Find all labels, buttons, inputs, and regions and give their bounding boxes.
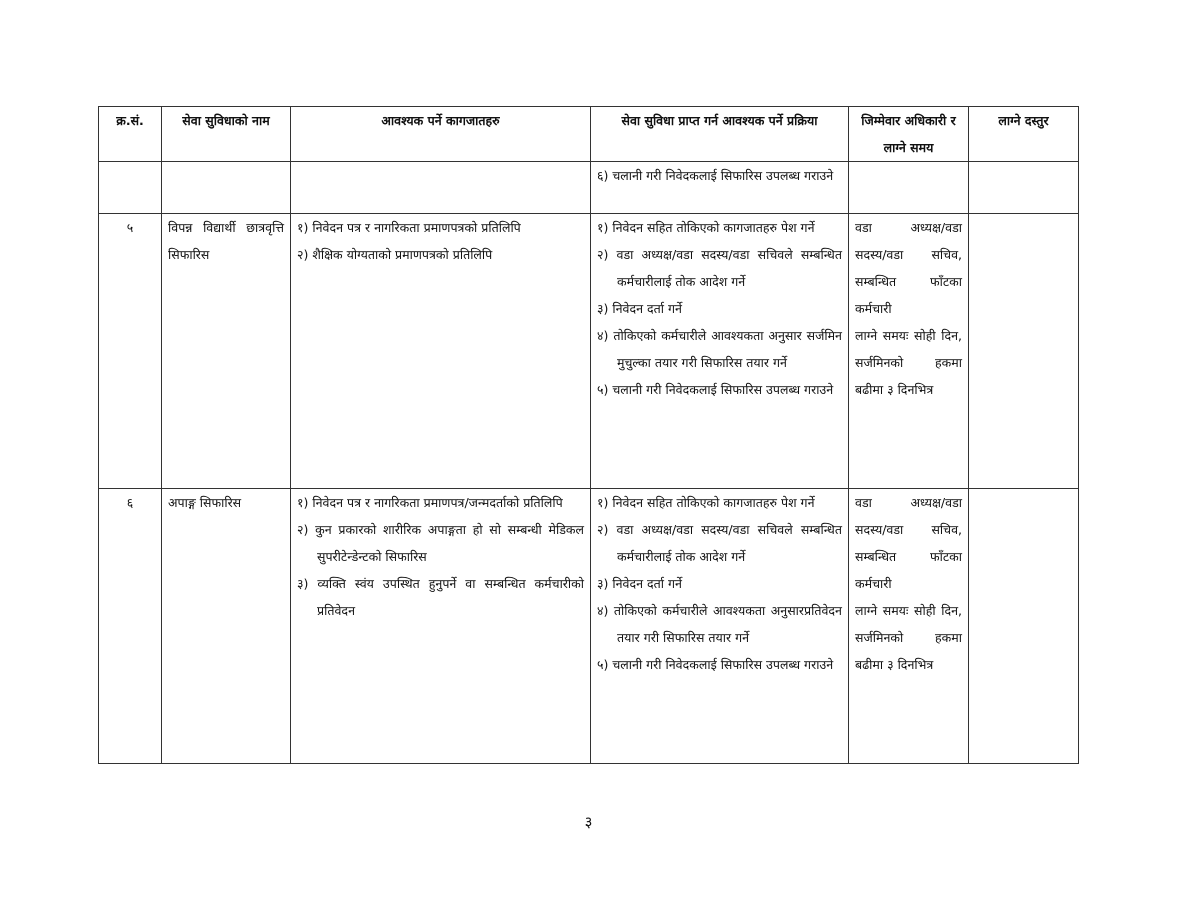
row-process <box>591 214 849 489</box>
process-step: ४) तोकिएको कर्मचारीले आवश्यकता अनुसार सर्जमिन मुचुल्का तयार गरी सिफारिस तयार गर्ने <box>597 328 842 370</box>
header-fee: लाग्ने दस्तुर <box>969 107 1079 162</box>
row-service-name <box>162 489 291 764</box>
process-step: ३) निवेदन दर्ता गर्ने <box>597 576 682 591</box>
process-step: ५) चलानी गरी निवेदकलाई सिफारिस उपलब्ध गराउने <box>597 382 834 397</box>
row-service-name <box>162 162 291 214</box>
process-step: ६) चलानी गरी निवेदकलाई सिफारिस उपलब्ध गराउने <box>597 168 834 183</box>
officer-text: वडा अध्यक्ष/वडा सदस्य/वडा सचिव, सम्बन्धित फाँटका कर्मचारी <box>855 220 962 316</box>
row-officer <box>849 489 969 764</box>
row-serial: ६ <box>99 489 162 764</box>
page-number: ३ <box>584 813 593 831</box>
row-officer <box>849 214 969 489</box>
service-name-text: विपन्न विद्यार्थी छात्रवृत्ति सिफारिस <box>168 220 284 262</box>
document-item: १) निवेदन पत्र र नागरिकता प्रमाणपत्र/जन्मदर्ताको प्रतिलिपि <box>297 495 563 510</box>
table-row <box>99 162 1079 214</box>
row-documents <box>291 162 591 214</box>
time-text: लाग्ने समयः सोही दिन, सर्जमिनको हकमा बढीमा ३ दिनभित्र <box>855 328 962 397</box>
process-step: ३) निवेदन दर्ता गर्ने <box>597 301 682 316</box>
row-process <box>591 489 849 764</box>
process-step: ५) चलानी गरी निवेदकलाई सिफारिस उपलब्ध गराउने <box>597 657 834 672</box>
row-service-name <box>162 214 291 489</box>
table-row <box>99 489 1079 764</box>
row-documents <box>291 489 591 764</box>
row-documents <box>291 214 591 489</box>
service-name-text: अपाङ्ग सिफारिस <box>168 495 242 510</box>
document-item: ३) व्यक्ति स्वंय उपस्थित हुनुपर्ने वा सम्बन्धित कर्मचारीको प्रतिवेदन <box>297 576 584 618</box>
officer-text: वडा अध्यक्ष/वडा सदस्य/वडा सचिव, सम्बन्धित फाँटका कर्मचारी <box>855 495 962 591</box>
row-fee <box>969 162 1079 214</box>
time-text: लाग्ने समयः सोही दिन, सर्जमिनको हकमा बढीमा ३ दिनभित्र <box>855 603 962 672</box>
table-row <box>99 214 1079 489</box>
row-serial <box>99 162 162 214</box>
document-item: २) शैक्षिक योग्यताको प्रमाणपत्रको प्रतिलिपि <box>297 247 493 262</box>
process-step: २) वडा अध्यक्ष/वडा सदस्य/वडा सचिवले सम्बन्धित कर्मचारीलाई तोक आदेश गर्ने <box>597 247 842 289</box>
row-officer <box>849 162 969 214</box>
process-step: १) निवेदन सहित तोकिएको कागजातहरु पेश गर्ने <box>597 495 815 510</box>
service-table <box>98 106 1079 764</box>
row-process <box>591 162 849 214</box>
header-process: सेवा सुविधा प्राप्त गर्न आवश्यक पर्ने प्रक्रिया <box>591 107 849 162</box>
process-step: १) निवेदन सहित तोकिएको कागजातहरु पेश गर्ने <box>597 220 815 235</box>
row-serial: ५ <box>99 214 162 489</box>
document-item: २) कुन प्रकारको शारीरिक अपाङ्गता हो सो सम्बन्धी मेडिकल सुपरीटेन्डेन्टको सिफारिस <box>297 522 584 564</box>
row-fee <box>969 214 1079 489</box>
header-service-name: सेवा सुविधाको नाम <box>162 107 291 162</box>
table-header-row <box>99 107 1079 162</box>
header-officer-time: जिम्मेवार अधिकारी र लाग्ने समय <box>849 107 969 162</box>
process-step: ४) तोकिएको कर्मचारीले आवश्यकता अनुसारप्रतिवेदन तयार गरी सिफारिस तयार गर्ने <box>597 603 842 645</box>
process-step: २) वडा अध्यक्ष/वडा सदस्य/वडा सचिवले सम्बन्धित कर्मचारीलाई तोक आदेश गर्ने <box>597 522 842 564</box>
header-serial: क्र.सं. <box>99 107 162 162</box>
header-documents: आवश्यक पर्ने कागजातहरु <box>291 107 591 162</box>
row-fee <box>969 489 1079 764</box>
document-item: १) निवेदन पत्र र नागरिकता प्रमाणपत्रको प्रतिलिपि <box>297 220 521 235</box>
